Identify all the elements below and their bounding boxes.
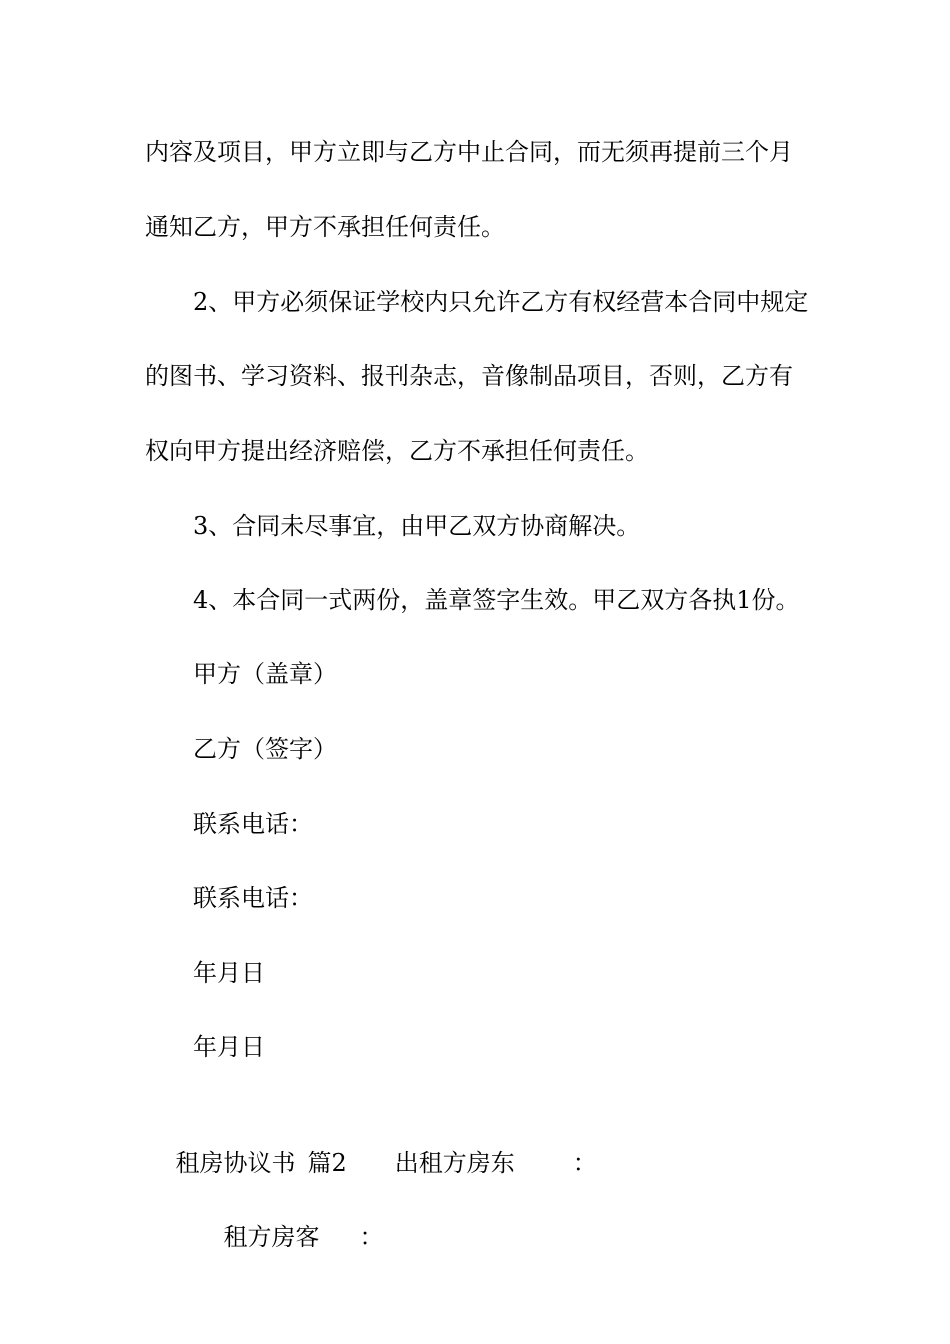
landlord-colon: ： [572, 1149, 597, 1177]
paragraph-line: 的图书、学习资料、报刊杂志，音像制品项目，否则，乙方有 [145, 362, 793, 390]
date-line: 年月日 [193, 1033, 265, 1061]
landlord-label: 出租方房东 [394, 1149, 515, 1177]
paragraph-line: 内容及项目，甲方立即与乙方中止合同，而无须再提前三个月 [145, 138, 793, 166]
paragraph-line: 权向甲方提出经济赔偿，乙方不承担任何责任。 [145, 437, 649, 465]
tenant-label: 租方房客 [223, 1223, 320, 1251]
party-a-seal-line: 甲方（盖章） [193, 660, 337, 688]
phone-line: 联系电话： [193, 884, 313, 912]
party-b-signature-line: 乙方（签字） [193, 735, 337, 763]
clause-3-line: 3、合同未尽事宜，由甲乙双方协商解决。 [193, 512, 641, 540]
phone-line: 联系电话： [193, 810, 313, 838]
paragraph-line: 通知乙方，甲方不承担任何责任。 [145, 213, 505, 241]
clause-2-line: 2、甲方必须保证学校内只允许乙方有权经营本合同中规定 [193, 288, 809, 316]
date-line: 年月日 [193, 959, 265, 987]
tenant-line [193, 1177, 384, 1251]
agreement-title: 租房协议书 [175, 1149, 296, 1177]
agreement-part: 篇2 [307, 1149, 347, 1177]
clause-4-line: 4、本合同一式两份，盖章签字生效。甲乙双方各执1份。 [193, 586, 800, 614]
agreement-heading-line [145, 1103, 597, 1177]
tenant-colon: ： [359, 1223, 384, 1251]
